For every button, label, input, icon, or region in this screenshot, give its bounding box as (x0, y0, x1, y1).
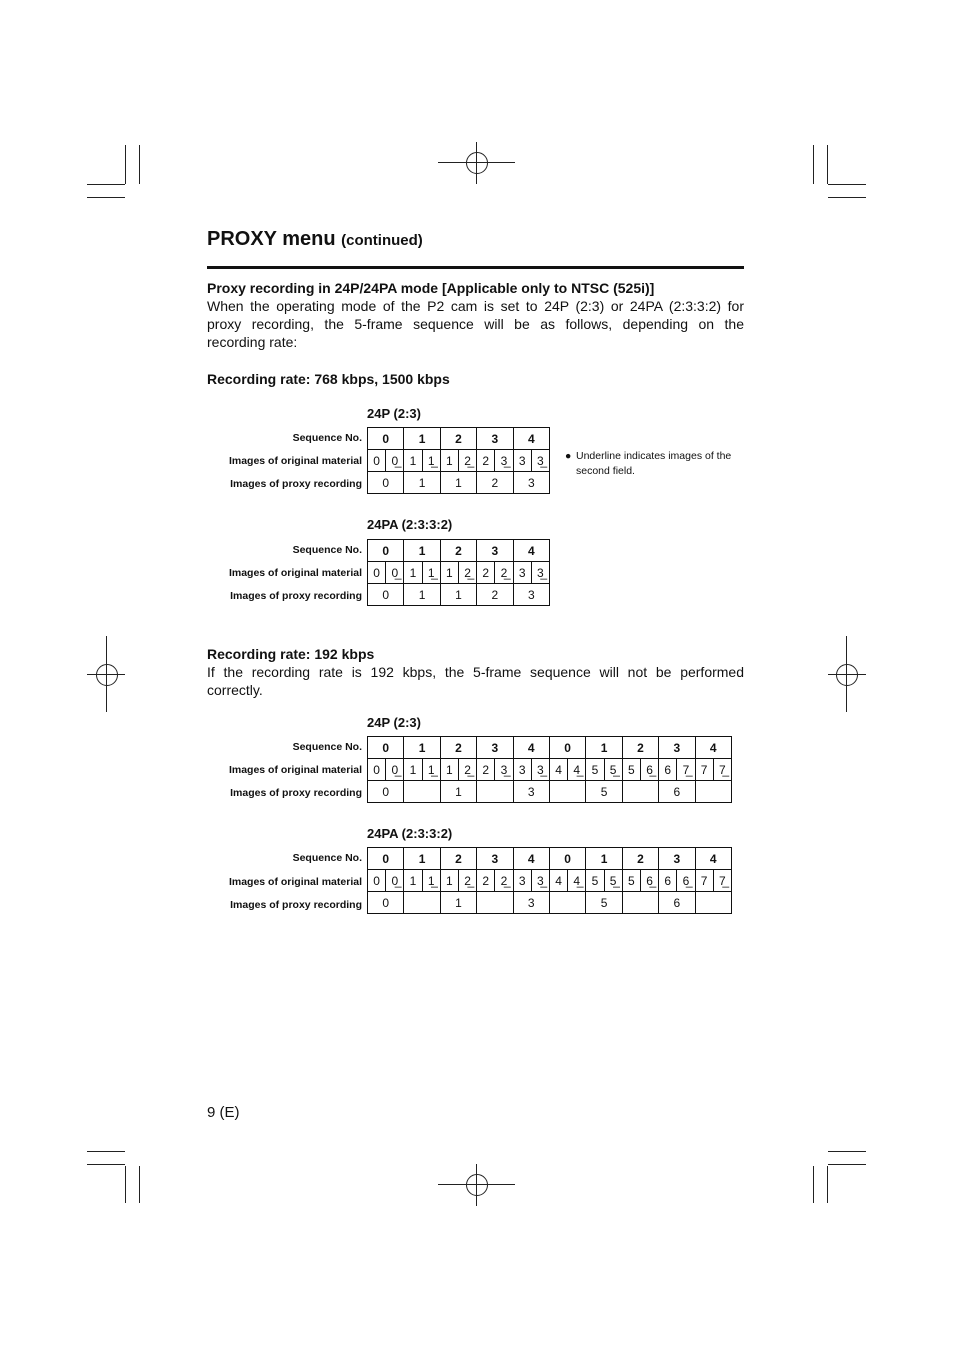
rate2-intro (207, 663, 744, 699)
proxy-row (368, 584, 550, 606)
frame-value: 6 (664, 873, 672, 888)
frame-value: 2 (482, 453, 490, 468)
frame-value: 2 (482, 565, 490, 580)
original-cell (404, 562, 440, 584)
sequence-cell: 4 (695, 737, 731, 759)
frame-value: 0̲ (385, 870, 403, 891)
frame-value: 3̲ (531, 450, 549, 471)
sequence-cell: 2 (440, 540, 476, 562)
proxy-row (368, 472, 550, 494)
row-label-sequence: Sequence No. (292, 544, 362, 556)
row-label-proxy: Images of proxy recording (230, 590, 362, 602)
sequence-table-24pa-rate2 (367, 847, 732, 914)
table-title: 24PA (2:3:3:2) (367, 517, 453, 532)
original-cell (404, 870, 440, 892)
frame-value: 3̲ (531, 562, 549, 583)
intro-line: recording rate: (207, 334, 298, 350)
rate2-line: If the recording rate is 192 kbps, the 5-frame sequence will not be performed (207, 664, 744, 680)
original-cell (477, 759, 513, 781)
intro-line: proxy recording, the 5-frame sequence will be as follows, depending on the (207, 316, 744, 332)
original-cell (586, 870, 622, 892)
original-cell (586, 759, 622, 781)
proxy-cell (404, 781, 440, 803)
original-cell (368, 450, 404, 472)
row-label-proxy: Images of proxy recording (230, 899, 362, 911)
original-row (368, 450, 550, 472)
sequence-cell: 3 (659, 737, 695, 759)
sequence-cell: 2 (622, 848, 658, 870)
proxy-cell: 5 (586, 892, 622, 914)
sequence-row (368, 428, 550, 450)
sequence-cell: 0 (368, 737, 404, 759)
proxy-cell (695, 781, 731, 803)
original-cell (477, 450, 513, 472)
original-cell (513, 870, 549, 892)
frame-value: 2̲ (458, 450, 476, 471)
original-row (368, 562, 550, 584)
table-title: 24P (2:3) (367, 406, 421, 421)
original-cell (695, 759, 731, 781)
bullet-icon: ● (565, 450, 572, 462)
page-title (207, 228, 423, 251)
proxy-cell (549, 892, 585, 914)
proxy-cell: 1 (440, 781, 476, 803)
proxy-cell: 3 (513, 472, 549, 494)
original-cell (659, 759, 695, 781)
sequence-cell: 0 (368, 848, 404, 870)
frame-value: 3 (518, 873, 526, 888)
sequence-cell: 1 (586, 848, 622, 870)
original-cell (695, 870, 731, 892)
section-heading: Proxy recording in 24P/24PA mode [Applicable only to NTSC (525i)] (207, 280, 655, 296)
sequence-cell: 2 (622, 737, 658, 759)
frame-value: 6 (664, 762, 672, 777)
sequence-cell: 3 (477, 848, 513, 870)
proxy-cell (622, 892, 658, 914)
proxy-cell: 1 (404, 472, 440, 494)
frame-value: 2̲ (458, 562, 476, 583)
proxy-cell: 2 (477, 472, 513, 494)
rate1-heading: Recording rate: 768 kbps, 1500 kbps (207, 371, 450, 387)
frame-value: 3̲ (494, 450, 512, 471)
sequence-row (368, 737, 732, 759)
frame-value: 4 (555, 873, 562, 888)
proxy-cell: 6 (659, 781, 695, 803)
row-label-proxy: Images of proxy recording (230, 478, 362, 490)
proxy-cell: 0 (368, 584, 404, 606)
sequence-cell: 1 (404, 428, 440, 450)
sequence-cell: 1 (404, 540, 440, 562)
proxy-row (368, 781, 732, 803)
proxy-cell: 1 (404, 584, 440, 606)
proxy-cell: 1 (440, 584, 476, 606)
frame-value: 5 (591, 873, 599, 888)
frame-value: 5̲ (604, 870, 622, 891)
original-cell (513, 759, 549, 781)
original-cell (622, 759, 658, 781)
frame-value: 3 (518, 453, 526, 468)
sequence-cell: 3 (477, 540, 513, 562)
frame-value: 0 (373, 565, 380, 580)
sequence-cell: 4 (513, 737, 549, 759)
sequence-cell: 1 (404, 737, 440, 759)
frame-value: 3̲ (494, 759, 512, 780)
sequence-cell: 3 (477, 737, 513, 759)
note-text: Underline indicates images of the second field. (576, 450, 732, 477)
proxy-cell (477, 892, 513, 914)
frame-value: 1 (409, 873, 417, 888)
sequence-cell: 4 (513, 428, 549, 450)
table-title: 24PA (2:3:3:2) (367, 826, 453, 841)
original-cell (659, 870, 695, 892)
row-label-sequence: Sequence No. (292, 741, 362, 753)
frame-value: 0 (373, 453, 380, 468)
frame-value: 0̲ (385, 759, 403, 780)
sequence-cell: 2 (440, 428, 476, 450)
frame-value: 2̲ (458, 870, 476, 891)
frame-value: 4 (555, 762, 562, 777)
original-cell (549, 870, 585, 892)
sequence-cell: 4 (695, 848, 731, 870)
frame-value: 4̲ (567, 759, 585, 780)
original-cell (440, 562, 476, 584)
frame-value: 6̲ (676, 870, 694, 891)
frame-value: 7̲ (713, 870, 731, 891)
row-label-original: Images of original material (228, 764, 362, 776)
row-label-original: Images of original material (228, 455, 362, 467)
frame-value: 1̲ (422, 562, 440, 583)
proxy-cell (549, 781, 585, 803)
frame-value: 0 (373, 762, 380, 777)
frame-value: 0 (373, 873, 380, 888)
frame-value: 1̲ (422, 450, 440, 471)
frame-value: 1 (409, 762, 417, 777)
original-cell (549, 759, 585, 781)
rate2-heading: Recording rate: 192 kbps (207, 646, 375, 662)
frame-value: 3 (518, 762, 526, 777)
row-label-original: Images of original material (228, 567, 362, 579)
table-title: 24P (2:3) (367, 715, 421, 730)
proxy-cell (622, 781, 658, 803)
row-label-sequence: Sequence No. (292, 852, 362, 864)
original-cell (368, 759, 404, 781)
proxy-cell: 1 (440, 472, 476, 494)
original-row (368, 870, 732, 892)
original-cell (513, 562, 549, 584)
frame-value: 1 (446, 873, 453, 888)
sequence-cell: 1 (586, 737, 622, 759)
sequence-cell: 1 (404, 848, 440, 870)
frame-value: 2 (482, 873, 490, 888)
original-cell (622, 870, 658, 892)
sequence-cell: 4 (513, 848, 549, 870)
frame-value: 3̲ (531, 870, 549, 891)
proxy-cell: 1 (440, 892, 476, 914)
frame-value: 6̲ (640, 870, 658, 891)
intro-line: When the operating mode of the P2 cam is set to 24P (2:3) or 24PA (2:3:3:2) for (207, 298, 744, 314)
proxy-row (368, 892, 732, 914)
proxy-cell: 2 (477, 584, 513, 606)
frame-value: 1 (446, 565, 453, 580)
sequence-table-24pa-rate1 (367, 539, 550, 606)
original-cell (368, 562, 404, 584)
frame-value: 2 (482, 762, 490, 777)
sequence-cell: 4 (513, 540, 549, 562)
frame-value: 1̲ (422, 759, 440, 780)
frame-value: 1 (409, 565, 417, 580)
frame-value: 5 (591, 762, 599, 777)
proxy-cell (404, 892, 440, 914)
frame-value: 5 (627, 762, 635, 777)
sequence-cell: 3 (477, 428, 513, 450)
rate2-line: correctly. (207, 682, 263, 698)
sequence-cell: 0 (368, 428, 404, 450)
proxy-cell: 3 (513, 892, 549, 914)
proxy-cell: 6 (659, 892, 695, 914)
frame-value: 2̲ (494, 870, 512, 891)
sequence-cell: 0 (549, 737, 585, 759)
original-cell (513, 450, 549, 472)
page-number: 9 (E) (207, 1104, 240, 1121)
sequence-row (368, 540, 550, 562)
page-title-main: PROXY menu (207, 228, 336, 250)
original-cell (477, 562, 513, 584)
frame-value: 1̲ (422, 870, 440, 891)
frame-value: 1 (446, 453, 453, 468)
original-cell (404, 450, 440, 472)
original-cell (440, 450, 476, 472)
page-title-continued: (continued) (341, 232, 423, 249)
frame-value: 3 (518, 565, 526, 580)
sequence-cell: 3 (659, 848, 695, 870)
title-rule (207, 266, 744, 269)
sequence-cell: 0 (549, 848, 585, 870)
proxy-cell (477, 781, 513, 803)
frame-value: 0̲ (385, 450, 403, 471)
frame-value: 7 (700, 873, 708, 888)
original-cell (477, 870, 513, 892)
sequence-cell: 0 (368, 540, 404, 562)
sequence-row (368, 848, 732, 870)
proxy-cell: 0 (368, 781, 404, 803)
frame-value: 5̲ (604, 759, 622, 780)
sequence-cell: 2 (440, 848, 476, 870)
original-cell (404, 759, 440, 781)
frame-value: 7̲ (676, 759, 694, 780)
frame-value: 0̲ (385, 562, 403, 583)
frame-value: 1 (446, 762, 453, 777)
frame-value: 5 (627, 873, 635, 888)
frame-value: 2̲ (494, 562, 512, 583)
proxy-cell: 0 (368, 472, 404, 494)
original-cell (440, 759, 476, 781)
proxy-cell: 3 (513, 781, 549, 803)
proxy-cell (695, 892, 731, 914)
row-label-original: Images of original material (228, 876, 362, 888)
frame-value: 2̲ (458, 759, 476, 780)
sequence-table-24p-rate1 (367, 427, 550, 494)
proxy-cell: 3 (513, 584, 549, 606)
row-label-sequence: Sequence No. (292, 432, 362, 444)
original-cell (368, 870, 404, 892)
proxy-cell: 5 (586, 781, 622, 803)
frame-value: 7̲ (713, 759, 731, 780)
frame-value: 3̲ (531, 759, 549, 780)
row-label-proxy: Images of proxy recording (230, 787, 362, 799)
sequence-table-24p-rate2 (367, 736, 732, 803)
frame-value: 6̲ (640, 759, 658, 780)
original-cell (440, 870, 476, 892)
frame-value: 7 (700, 762, 708, 777)
sequence-cell: 2 (440, 737, 476, 759)
section-intro (207, 297, 744, 351)
original-row (368, 759, 732, 781)
frame-value: 1 (409, 453, 417, 468)
proxy-cell: 0 (368, 892, 404, 914)
frame-value: 4̲ (567, 870, 585, 891)
